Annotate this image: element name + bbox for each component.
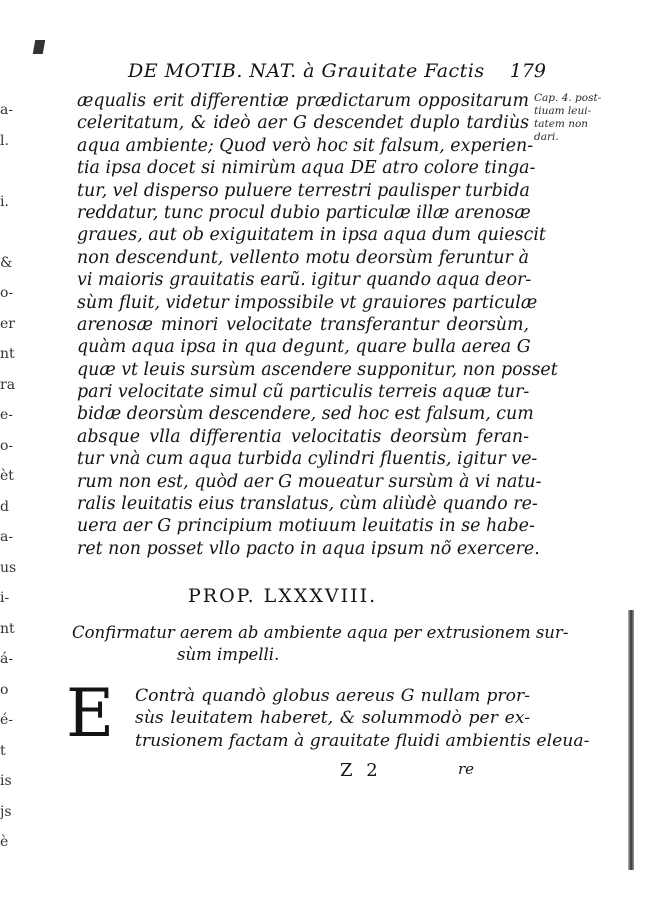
facing-page-fragment: & [0,254,13,271]
facing-page-fragment: us [0,559,17,576]
margin-note-line: tatem non [534,118,589,130]
body-line: rum non est, quòd aer G moueatur sursùm à vi natu- [77,471,542,492]
drop-cap: E [66,675,115,752]
body-line: reddatur, tunc procul dubio particulæ illæ arenosæ [77,202,531,223]
body-line: celeritatum, & ideò aer G descendet duplo tardiùs [77,113,529,134]
proposition-summary [72,622,569,666]
facing-page-fragment: é- [0,712,14,728]
body-line: aqua ambiente; Quod verò hoc sit falsum, experien- [77,135,534,156]
facing-page-fragment: d [0,498,9,515]
body-line: tur, vel disperso puluere terrestri paulisper turbida [77,180,530,201]
facing-page-fragment: e- [0,407,14,423]
paragraph-text [135,685,590,752]
body-line: arenosæ minori velocitate transferantur deorsùm, [77,314,529,335]
body-line: vi maioris grauitatis earũ. igitur quando aqua deor- [77,270,532,291]
facing-page-edge [0,95,26,858]
body-line: sùm fluit, videtur impossibile vt grauiores particulæ [77,292,538,313]
page-header [128,58,546,90]
body-line: graues, aut ob exiguitatem in ipsa aqua dum quiescit [77,225,546,246]
facing-page-fragment: is [0,773,12,789]
signature-mark: Z 2 [340,760,382,781]
facing-page-fragment: èt [0,468,14,484]
facing-page-fragment: o- [0,285,14,301]
body-line: tur vnà cum aqua turbida cylindri fluentis, igitur ve- [77,449,538,470]
body-line: non descendunt, vellento motu deorsùm feruntur à [77,247,529,268]
facing-page-fragment [0,217,26,248]
margin-note [534,92,604,144]
body-line: Contrà quandò globus aereus G nullam pror- [135,686,530,706]
summary-line: sùm impelli. [177,645,280,664]
facing-page-fragment: js [0,803,12,820]
page-edge-shadow [628,610,634,870]
body-line: tia ipsa docet si nimirùm aqua DE atro colore tinga- [77,158,536,179]
summary-line: Confirmatur aerem ab ambiente aqua per extrusionem sur- [72,623,569,642]
facing-page-fragment: o- [0,437,14,454]
body-line: sùs leuitatem haberet, & solummodò per ex- [135,708,530,729]
facing-page-fragment: a- [0,102,14,118]
facing-page-fragment: á- [0,651,14,667]
facing-page-fragment: è [0,834,9,850]
facing-page-fragment [0,156,26,187]
facing-page-fragment: nt [0,346,15,362]
proposition-title: PROP. LXXXVIII. [188,585,378,607]
margin-note-line: tiuam leui- [534,105,592,117]
running-head: DE MOTIB. NAT. à Grauitate Factis [128,60,485,82]
body-line: ralis leuitatis eius translatus, cùm aliùdè quando re- [77,494,538,515]
facing-page-fragment: i. [0,193,9,210]
body-line: ret non posset vllo pacto in aqua ipsum nõ exercere. [77,538,540,559]
body-line: trusionem factam à grauitate fluidi ambientis eleua- [135,730,590,751]
catchword: re [458,760,475,778]
body-line: æqualis erit differentiæ prædictarum oppositarum [77,91,529,111]
facing-page-fragment: i- [0,590,10,606]
body-line: pari velocitate simul cũ particulis terreis aquæ tur- [77,382,530,403]
body-line: quàm aqua ipsa in qua degunt, quare bulla aerea G [77,337,531,358]
page-number: 179 [509,60,546,82]
body-line: bidæ deorsùm descendere, sed hoc est falsum, cum [77,404,534,425]
facing-page-fragment: er [0,315,15,332]
facing-page-fragment: o [0,681,9,698]
facing-page-fragment: ra [0,376,16,393]
body-line: uera aer G principium motiuum leuitatis in se habe- [77,516,535,537]
facing-page-fragment: t [0,742,6,759]
facing-page-fragment: nt [0,620,15,637]
facing-page-fragment: l. [0,132,9,149]
body-line: quæ vt leuis sursùm ascendere supponitur, non posset [77,359,558,380]
facing-page-fragment: a- [0,529,14,545]
margin-note-line: dari. [534,131,559,143]
corner-ink-mark [33,40,45,54]
body-line: absque vlla differentia velocitatis deorsùm feran- [77,426,529,447]
margin-note-line: Cap. 4. post- [534,92,602,104]
